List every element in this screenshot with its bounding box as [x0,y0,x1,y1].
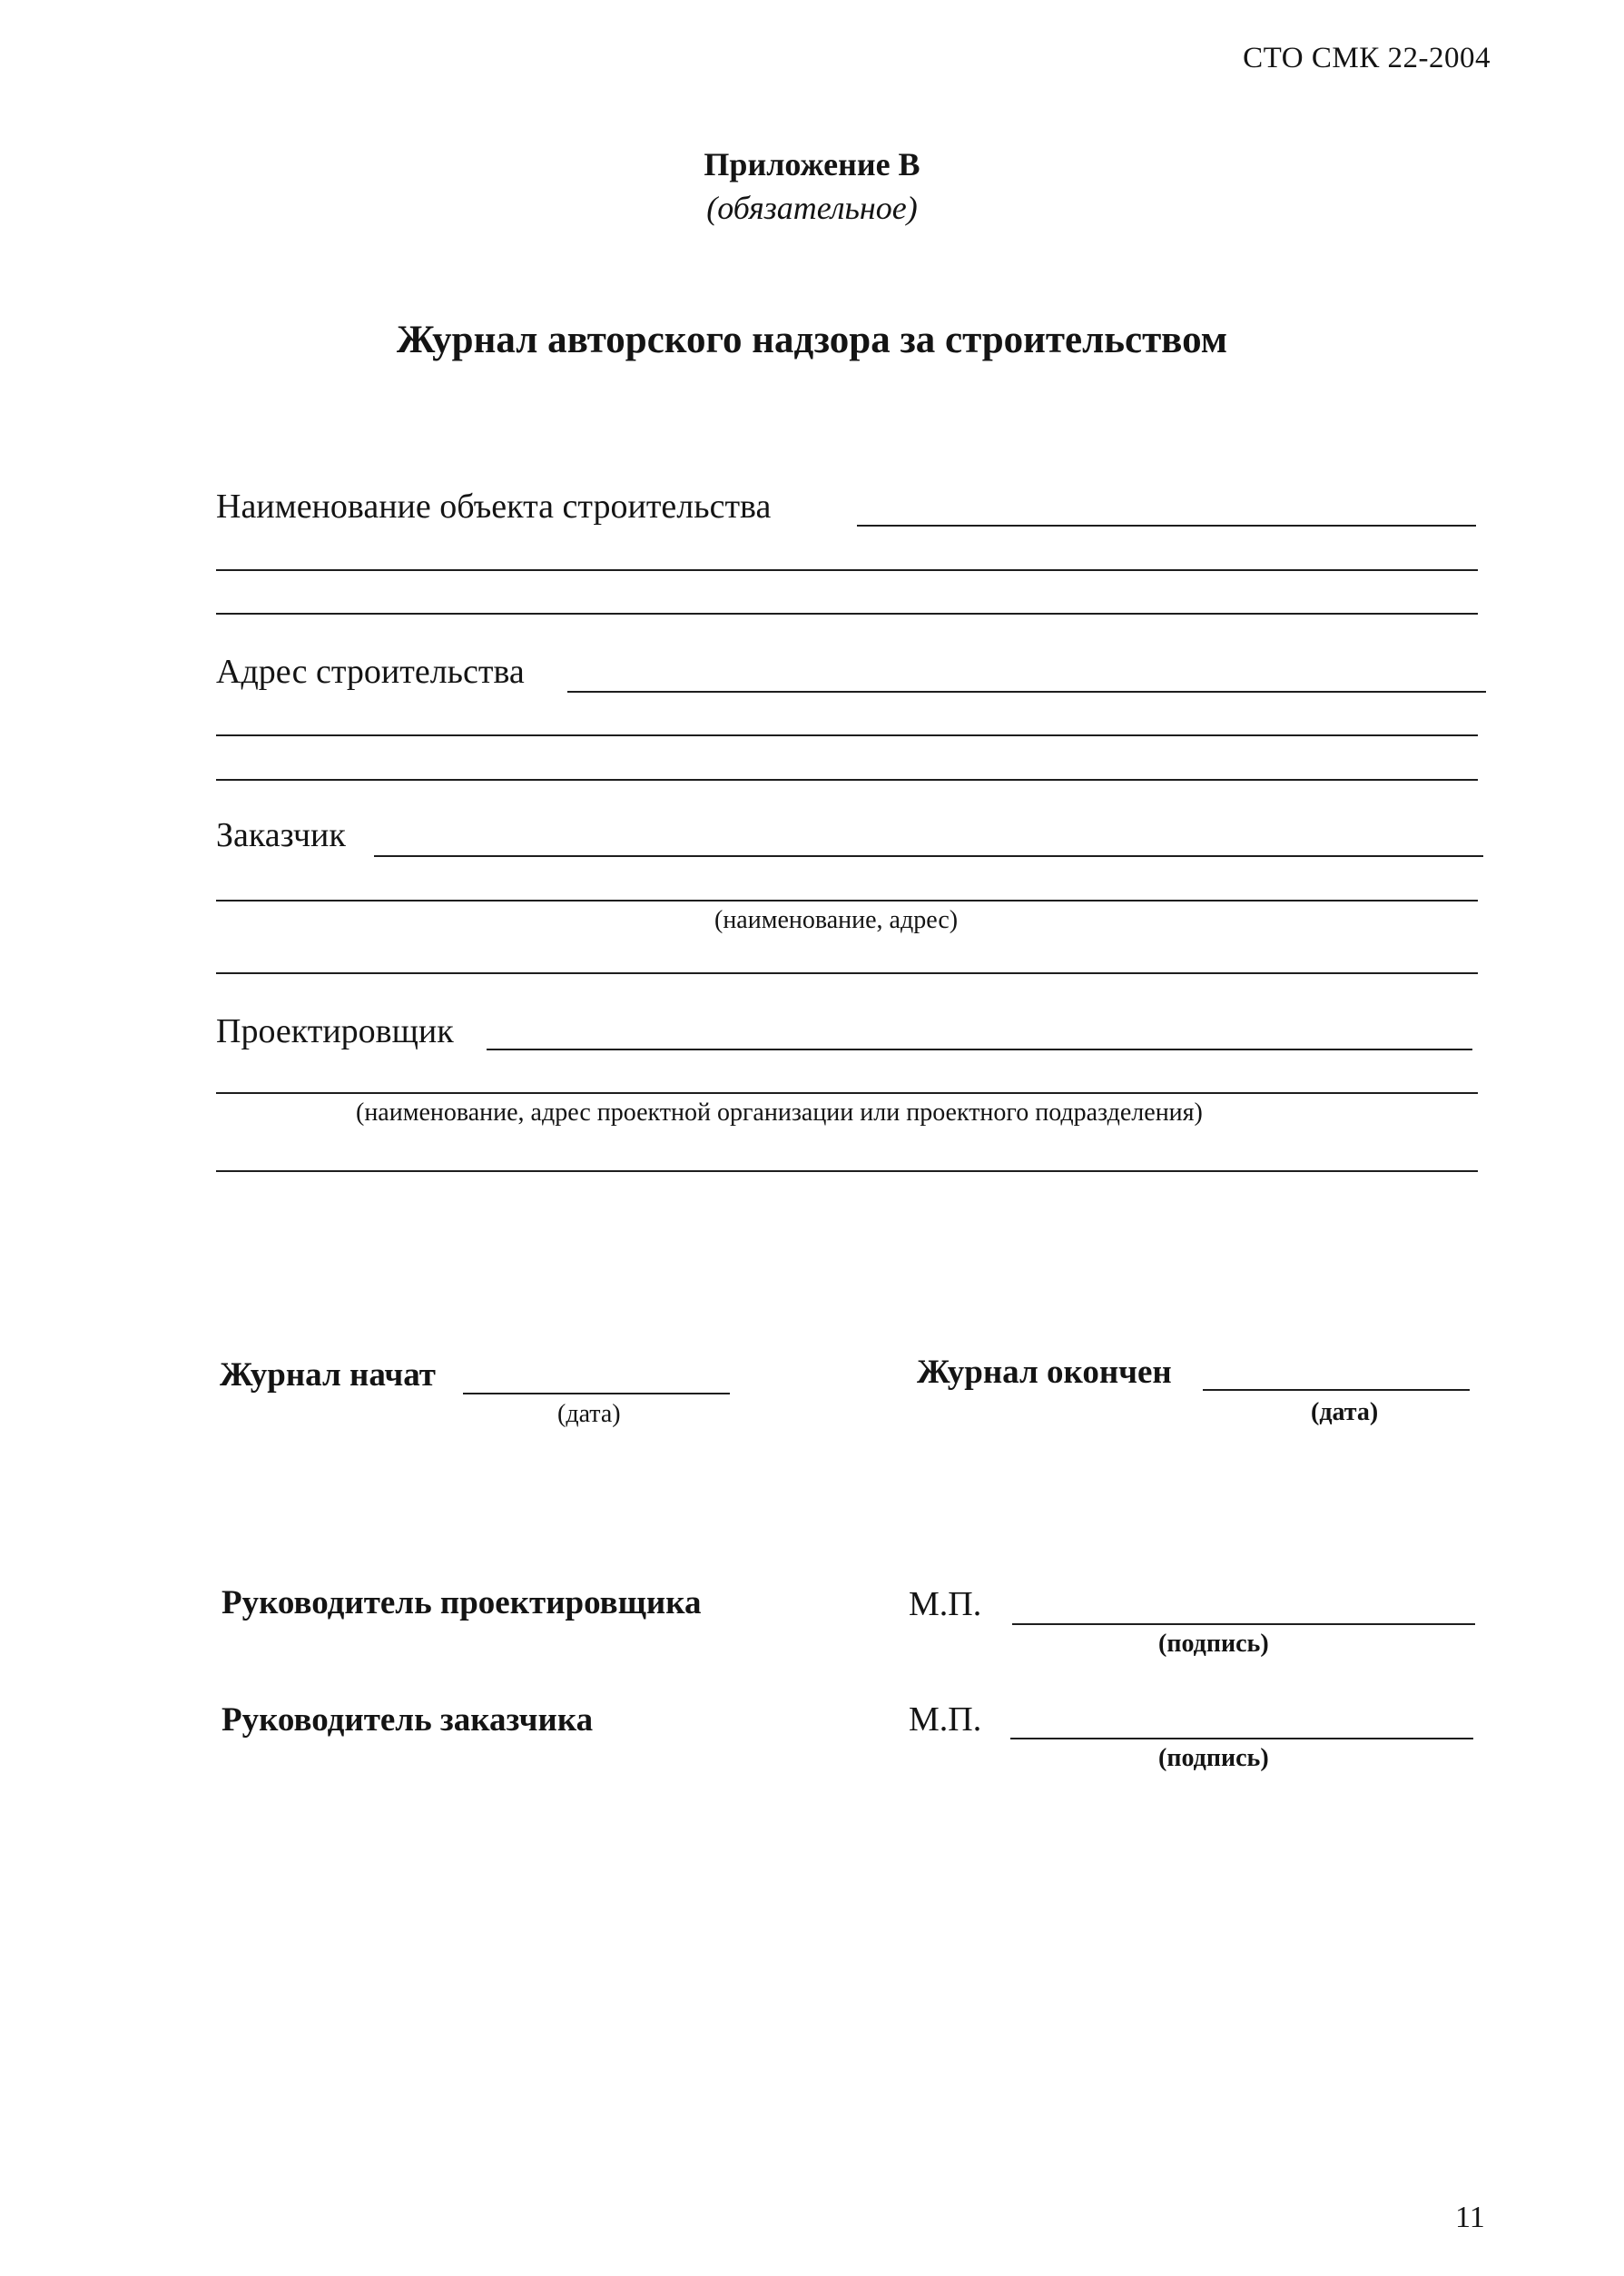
customer-line-2[interactable] [216,900,1478,902]
address-line-1[interactable] [567,691,1486,693]
journal-finished-line[interactable] [1203,1389,1470,1391]
journal-started-line[interactable] [463,1393,730,1394]
page-number: 11 [1455,2201,1485,2234]
document-code: СТО СМК 22-2004 [1243,42,1491,74]
customer-line-1[interactable] [374,855,1483,857]
designer-line-1[interactable] [487,1049,1472,1050]
designer-head-stamp: М.П. [909,1585,982,1623]
journal-finished-caption: (дата) [1311,1398,1379,1426]
designer-caption: (наименование, адрес проектной организации или проектного подразделения) [356,1099,1203,1127]
journal-started-caption: (дата) [557,1400,621,1428]
customer-head-label: Руководитель заказчика [221,1701,594,1739]
designer-head-label: Руководитель проектировщика [221,1584,702,1621]
customer-head-signature-caption: (подпись) [1158,1744,1269,1772]
designer-label: Проектировщик [216,1012,454,1050]
object-name-line-2[interactable] [216,569,1478,571]
designer-line-3[interactable] [216,1170,1478,1172]
journal-title: Журнал авторского надзора за строительством [396,319,1228,361]
address-label: Адрес строительства [216,653,525,691]
appendix-title: Приложение В [704,146,920,182]
customer-line-3[interactable] [216,972,1478,974]
customer-head-signature-line[interactable] [1010,1738,1473,1739]
journal-finished-label: Журнал окончен [917,1354,1172,1391]
designer-head-signature-line[interactable] [1012,1623,1475,1625]
customer-caption: (наименование, адрес) [714,906,959,934]
customer-head-stamp: М.П. [909,1700,982,1739]
designer-head-signature-caption: (подпись) [1158,1630,1269,1658]
address-line-2[interactable] [216,734,1478,736]
designer-line-2[interactable] [216,1092,1478,1094]
object-name-line-1[interactable] [857,525,1476,527]
journal-started-label: Журнал начат [220,1356,436,1394]
address-line-3[interactable] [216,779,1478,781]
object-name-line-3[interactable] [216,613,1478,615]
object-name-label: Наименование объекта строительства [216,488,772,526]
appendix-status: (обязательное) [706,190,918,226]
customer-label: Заказчик [216,816,346,854]
